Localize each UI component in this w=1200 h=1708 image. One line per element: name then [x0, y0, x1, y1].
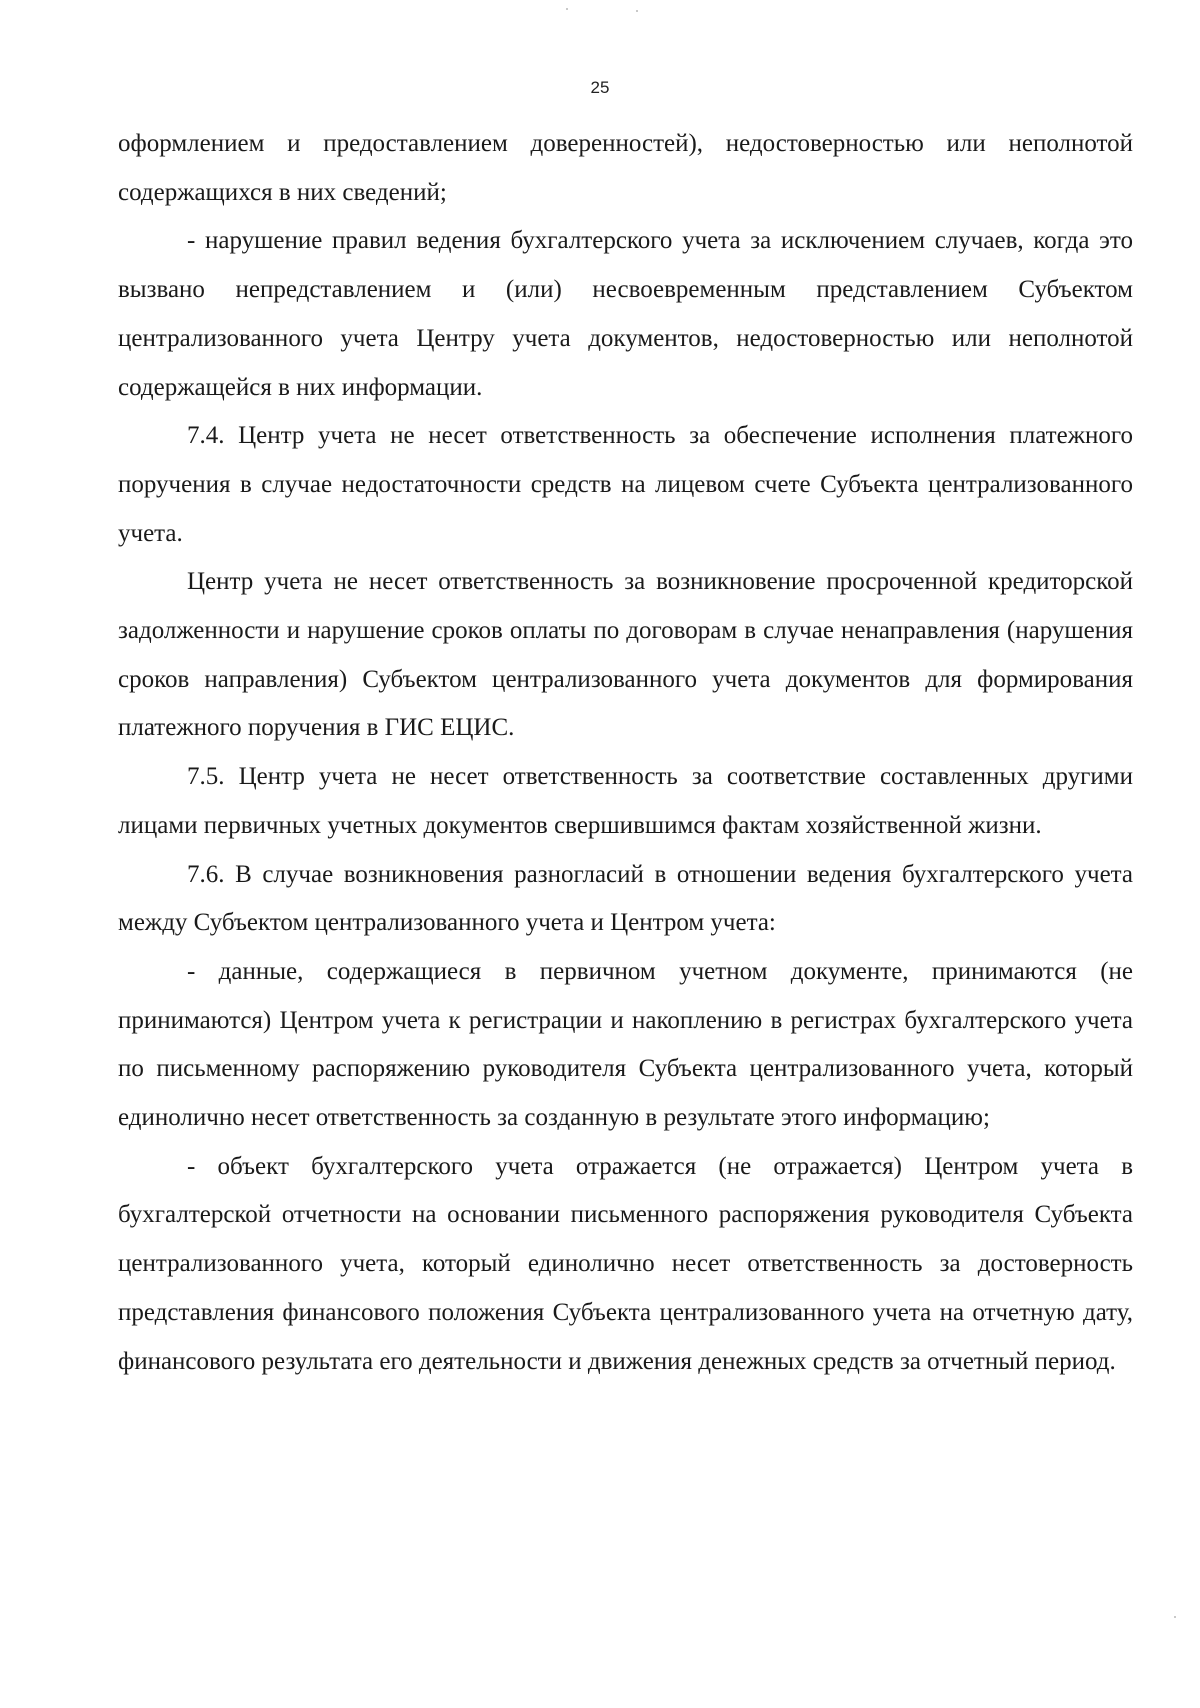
paragraph-continuation: оформлением и предоставлением доверенностей), недостоверностью или неполнотой содержащихся в них сведений; — [118, 130, 1133, 206]
document-body — [118, 120, 1133, 1386]
paragraph-7-4: 7.4. Центр учета не несет ответственность за обеспечение исполнения платежного поручения в случае недостаточности средств на лицевом счете Субъекта централизованного учета. — [118, 422, 1133, 547]
paragraph-accounting-object: - объект бухгалтерского учета отражается (не отражается) Центром учета в бухгалтерской отчетности на основании письменного распоряжения руководителя Субъекта централизованного учета, который единолично несет ответственность за достоверность представления финансового положения Субъекта централизованного учета на отчетную дату, финансового результата его деятельности и движения денежных средств за отчетный период. — [118, 1152, 1133, 1375]
scan-speck — [636, 10, 638, 12]
paragraph-7-6: 7.6. В случае возникновения разногласий в отношении ведения бухгалтерского учета между Субъектом централизованного учета и Центром учета: — [118, 860, 1133, 937]
scan-speck — [1174, 1616, 1176, 1618]
scan-speck — [566, 8, 568, 10]
page-number: 25 — [590, 78, 610, 97]
paragraph-primary-documents: - данные, содержащиеся в первичном учетном документе, принимаются (не принимаются) Центром учета к регистрации и накоплению в регистрах бухгалтерского учета по письменному распоряжению руководителя Субъекта централизованного учета, который единолично несет ответственность за созданную в результате этого информацию; — [118, 957, 1133, 1132]
paragraph-accounting-violation: - нарушение правил ведения бухгалтерского учета за исключением случаев, когда это вызвано непредставлением и (или) несвоевременным представлением Субъектом централизованного учета Центру учета документов, недостоверностью или неполнотой содержащейся в них информации. — [118, 227, 1133, 401]
paragraph-overdue-debt: Центр учета не несет ответственность за возникновение просроченной кредиторской задолженности и нарушение сроков оплаты по договорам в случае ненаправления (нарушения сроков направления) Субъектом централизованного учета документов для формирования платежного поручения в ГИС ЕЦИС. — [118, 568, 1133, 742]
paragraph-7-5: 7.5. Центр учета не несет ответственность за соответствие составленных другими лицами первичных учетных документов свершившимся фактам хозяйственной жизни. — [118, 763, 1133, 839]
